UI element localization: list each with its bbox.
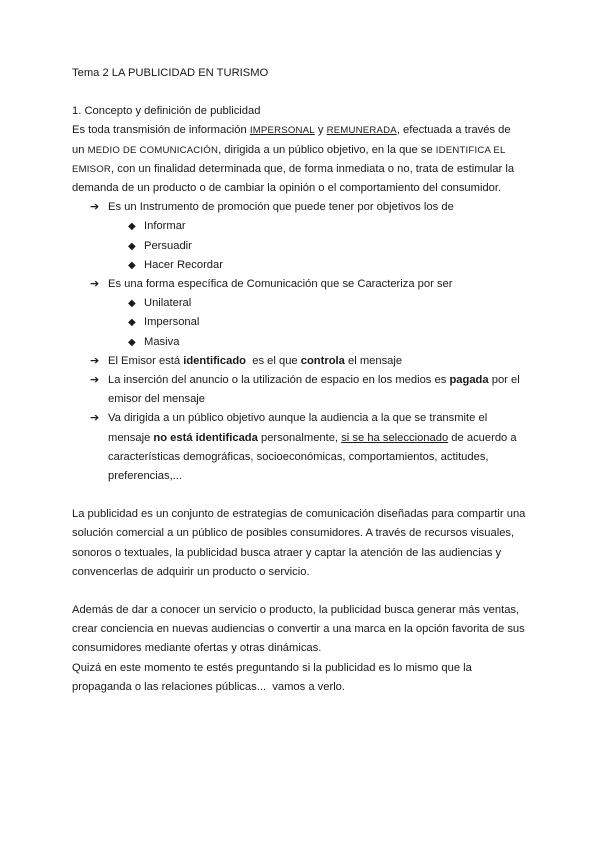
spacer (72, 582, 532, 601)
diamond-icon: ◆ (128, 317, 136, 329)
bullet-emisor: ➔ El Emisor está identificado es el que controla el mensaje (72, 352, 532, 371)
diamond-icon: ◆ (128, 298, 136, 310)
sub-bullet-persuadir: ◆ Persuadir (72, 237, 532, 256)
arrow-icon: ➔ (90, 412, 100, 425)
definition-line-3: EMISOR, con un finalidad determinada que, de forma inmediata o no, trata de estimular la (72, 162, 515, 175)
impersonal-term: IMPERSONAL (249, 125, 315, 137)
paragraph-publicidad: La publicidad es un conjunto de estrategias de comunicación diseñadas para compartir una solución comercial a un público de posibles consumidores. A través de recursos visuales, sonoros o textuales, la publicidad busca atraer y captar la atención de las audiencias y convencerlas de adquirir un producto o servicio. (72, 508, 526, 578)
arrow-icon: ➔ (90, 201, 100, 214)
spacer (72, 486, 532, 505)
sub-bullet-hacer-recordar: ◆ Hacer Recordar (72, 256, 532, 275)
bullet-instrumento: ➔ Es un Instrumento de promoción que puede tener por objetivos los de (72, 198, 532, 217)
medio-term: MEDIO DE COMUNICACIÓN (87, 144, 219, 156)
bullet-insercion: ➔ La inserción del anuncio o la utilización de espacio en los medios es pagada por el (72, 371, 532, 390)
diamond-icon: ◆ (128, 240, 136, 252)
emisor-term: EMISOR (72, 163, 112, 175)
definition-paragraph (72, 121, 532, 198)
identifica-term: IDENTIFICA EL (435, 144, 506, 156)
paragraph-ventas: Además de dar a conocer un servicio o producto, la publicidad busca generar más ventas, crear conciencia en nuevas audiencias o convertir a una marca en la opción favorita de sus consumidores mediante ofertas y otras dinámicas. Quizá en este momento te estés preguntando si la publicidad es lo mismo que la propaganda o las relaciones públicas... vamos a verlo. (72, 604, 525, 693)
definition-line-2: un MEDIO DE COMUNICACIÓN, dirigida a un público objetivo, en la que se IDENTIFICA EL (72, 143, 506, 156)
diamond-icon: ◆ (128, 259, 136, 271)
remunerada-term: REMUNERADA (326, 125, 397, 137)
arrow-icon: ➔ (90, 278, 100, 291)
arrow-icon: ➔ (90, 374, 100, 387)
diamond-icon: ◆ (128, 336, 136, 348)
sub-bullet-informar: ◆ Informar (72, 217, 532, 236)
bullet-forma-especifica: ➔ Es una forma específica de Comunicación que se Caracteriza por ser (72, 275, 532, 294)
section-heading: 1. Concepto y definición de publicidad (72, 105, 261, 118)
spacer (72, 83, 532, 102)
sub-bullet-unilateral: ◆ Unilateral (72, 294, 532, 313)
bullet-publico-objetivo-cont-1: mensaje no está identificada personalmente, si se ha seleccionado de acuerdo a (108, 431, 517, 444)
diamond-icon: ◆ (128, 221, 136, 233)
document-title: Tema 2 LA PUBLICIDAD EN TURISMO (72, 67, 269, 79)
definition-line-1: Es toda transmisión de información IMPERSONAL y REMUNERADA, efectuada a través de (72, 124, 511, 137)
bullet-publico-objetivo-cont-2: características demográficas, socioeconómicas, comportamientos, actitudes, (108, 450, 489, 463)
definition-line-4: demanda de un producto o de cambiar la opinión o el comportamiento del consumidor. (72, 182, 502, 195)
sub-bullet-masiva: ◆ Masiva (72, 333, 532, 352)
bullet-publico-objetivo: ➔ Va dirigida a un público objetivo aunque la audiencia a la que se transmite el (72, 409, 532, 428)
arrow-icon: ➔ (90, 354, 100, 367)
bullet-insercion-cont: emisor del mensaje (108, 393, 206, 406)
document-page (72, 64, 532, 697)
sub-bullet-impersonal: ◆ Impersonal (72, 313, 532, 332)
bullet-publico-objetivo-cont-3: preferencias,... (108, 470, 182, 483)
